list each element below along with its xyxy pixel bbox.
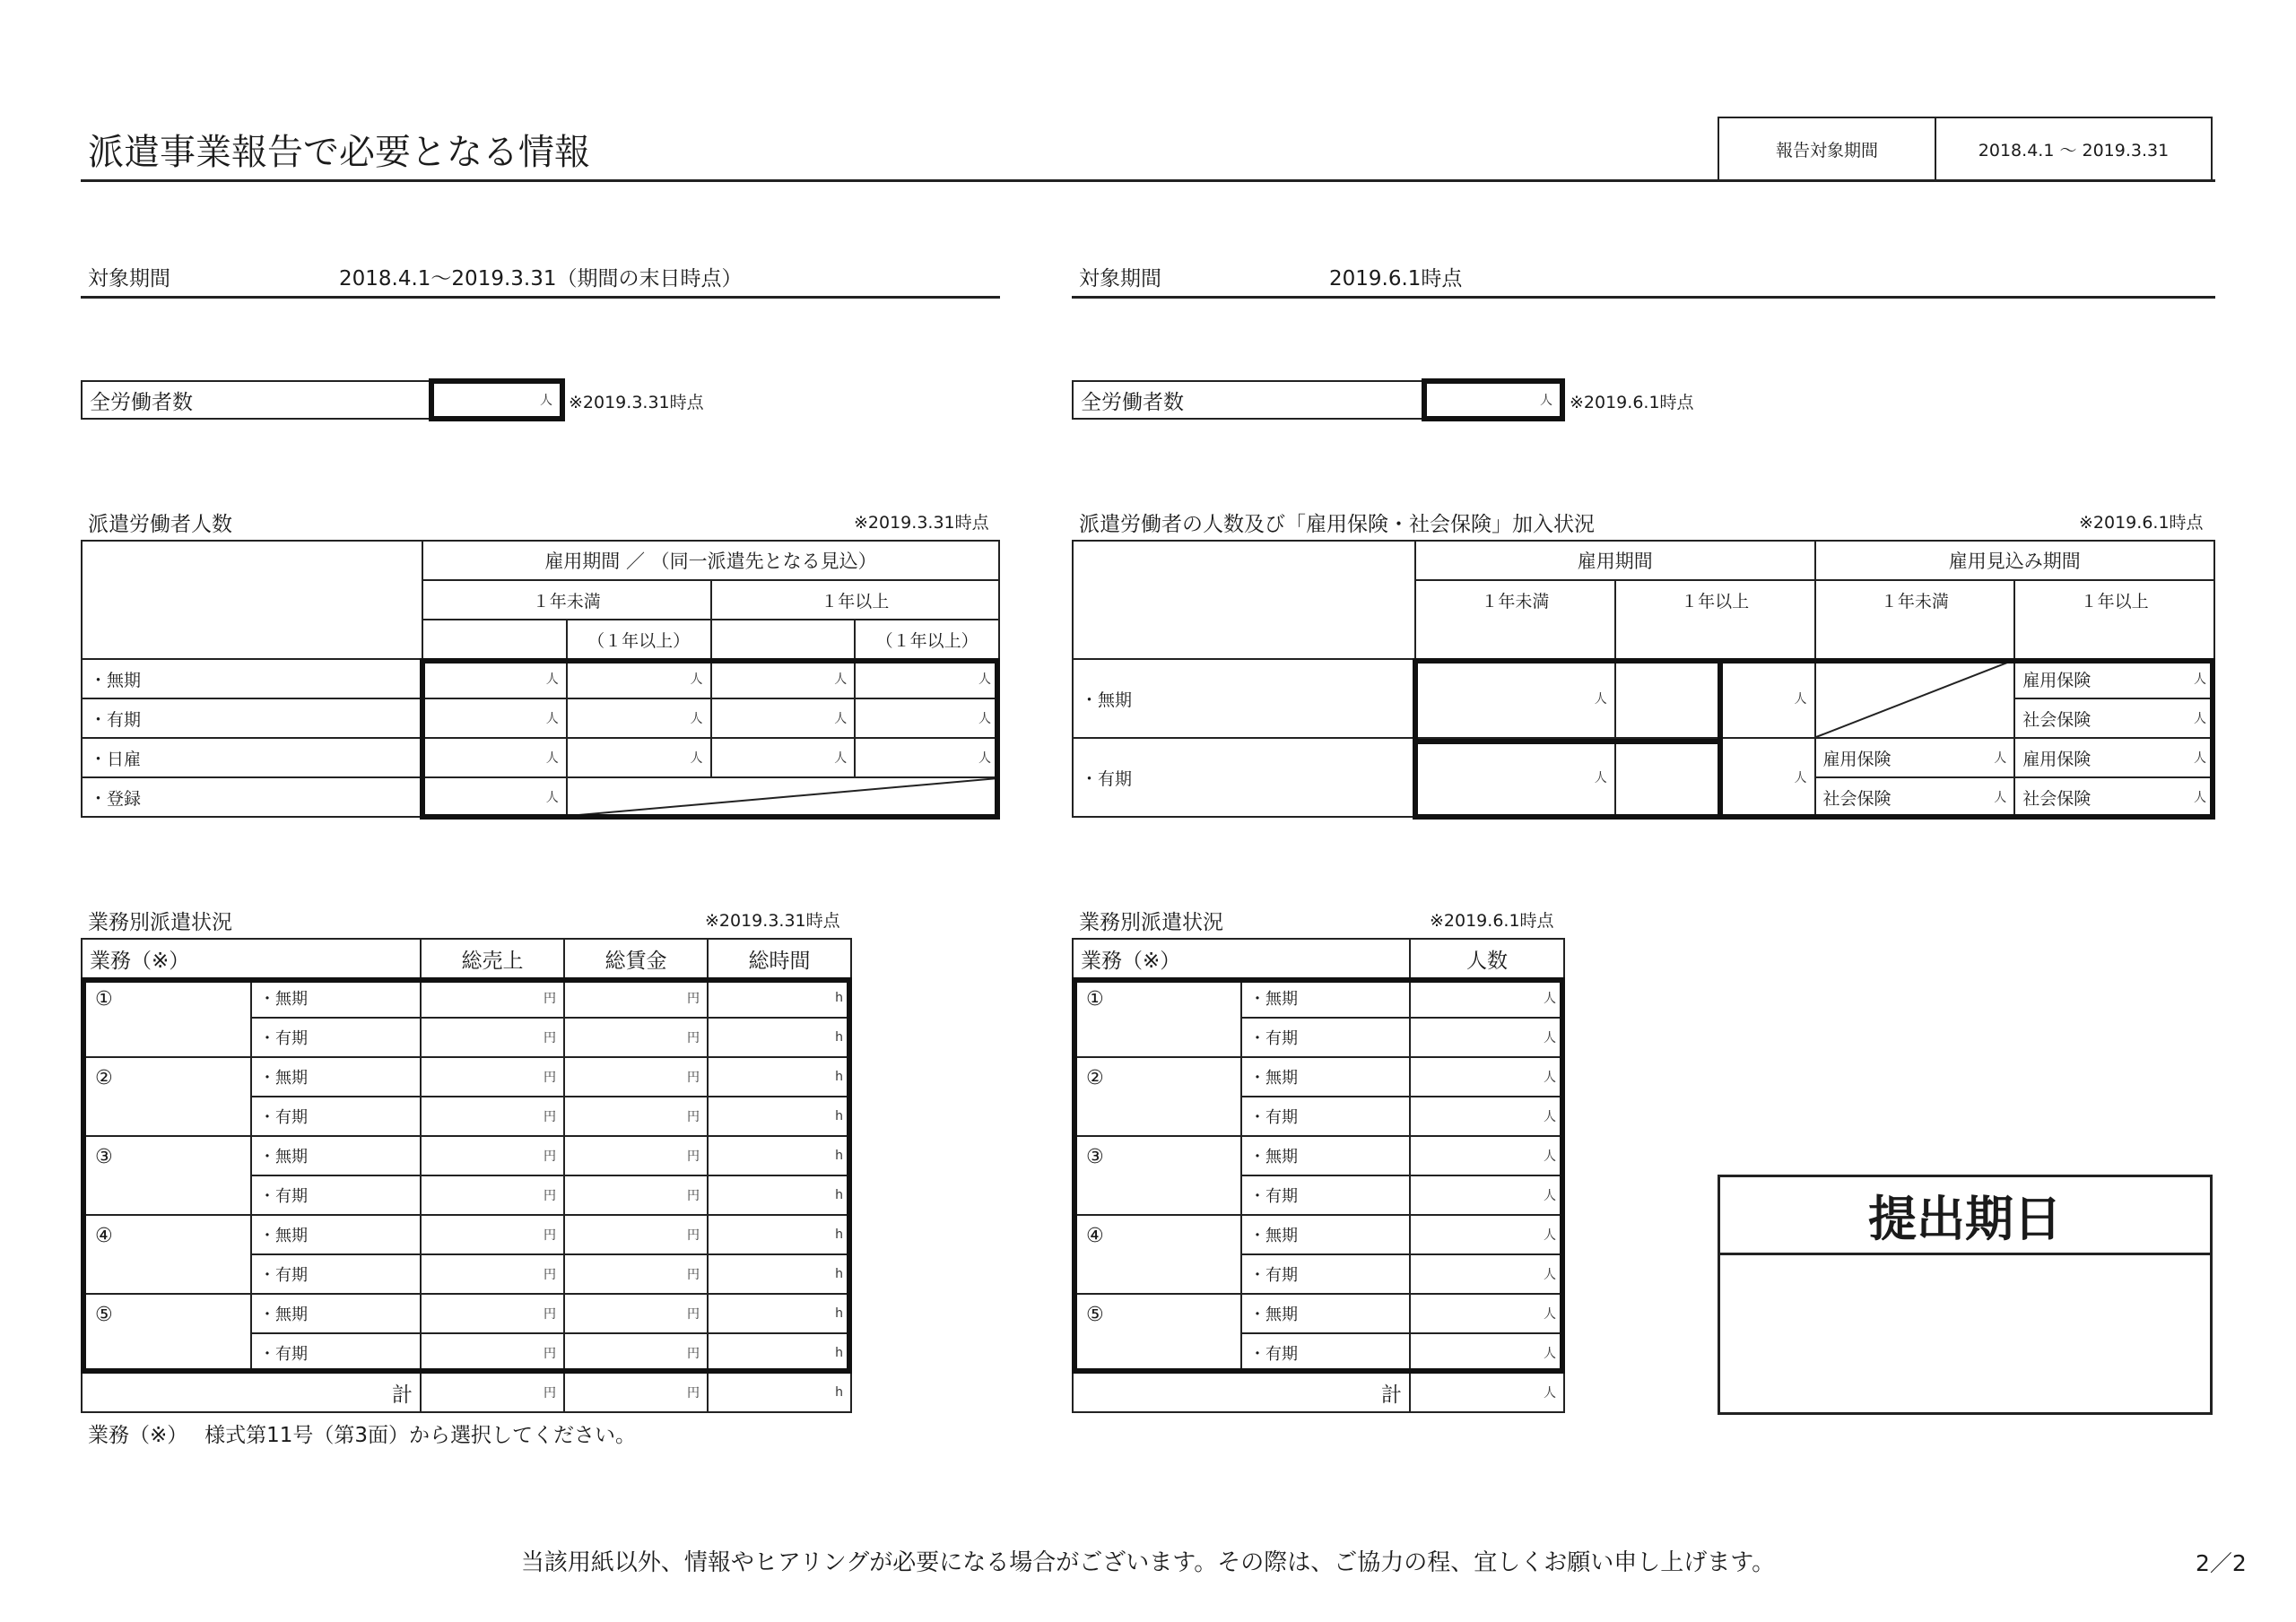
row-label-registered: ・登録	[82, 777, 422, 817]
type-label: ・有期	[1241, 1254, 1410, 1294]
cell-input[interactable]	[422, 738, 567, 777]
sales-input[interactable]	[421, 1254, 564, 1294]
sales-input[interactable]	[421, 1018, 564, 1057]
emp-ins-label: 雇用保険	[2022, 749, 2092, 769]
cell-input[interactable]	[1615, 659, 1815, 738]
unit-label: 人	[545, 791, 559, 805]
business-item-1[interactable]	[1073, 978, 1241, 1057]
unit-label: 円	[544, 1031, 556, 1045]
cell-input[interactable]	[422, 659, 567, 698]
right-business-table	[1072, 938, 1565, 1413]
cell-input[interactable]	[855, 738, 999, 777]
row-label-indef: ・無期	[82, 659, 422, 698]
row-label-daily: ・日雇	[82, 738, 422, 777]
col-people: 人数	[1410, 939, 1564, 978]
right-all-workers-label: 全労働者数	[1073, 381, 1424, 419]
sales-input[interactable]	[421, 1057, 564, 1097]
hours-input[interactable]	[708, 1175, 851, 1215]
people-input[interactable]	[1410, 1254, 1564, 1294]
row-label-fixed: ・有期	[1073, 738, 1415, 817]
unit-label: 人	[1794, 692, 1807, 707]
type-label: ・無期	[1241, 978, 1410, 1018]
unit-label: 円	[687, 1189, 700, 1203]
total-wage[interactable]	[564, 1373, 708, 1412]
left-all-workers-input[interactable]	[431, 381, 562, 419]
col-over1: １年以上	[1615, 580, 1815, 659]
unit-label: 円	[687, 1307, 700, 1322]
type-label: ・無期	[251, 1215, 421, 1254]
unit-label: 人	[545, 712, 559, 726]
type-label: ・無期	[1241, 1215, 1410, 1254]
right-dispatch-title: 派遣労働者の人数及び「雇用保険・社会保険」加入状況	[1079, 513, 1595, 536]
right-business-title: 業務別派遣状況	[1079, 911, 1223, 934]
type-label: ・有期	[251, 1097, 421, 1136]
total-hours[interactable]	[708, 1373, 851, 1412]
row-label-indef: ・無期	[1073, 659, 1415, 738]
col-over1: １年以上	[711, 580, 1000, 620]
hours-input[interactable]	[708, 1215, 851, 1254]
emp-ins-input[interactable]	[1815, 738, 2015, 777]
unit-label: 人	[1544, 1189, 1556, 1203]
unit-label: 人	[1594, 771, 1607, 785]
type-label: ・有期	[1241, 1333, 1410, 1373]
right-business-note: ※2019.6.1時点	[1430, 911, 1554, 931]
people-input[interactable]	[1410, 1215, 1564, 1254]
hours-input[interactable]	[708, 978, 851, 1018]
left-dispatch-header-top: 雇用期間 ／ （同一派遣先となる見込）	[422, 541, 999, 580]
item-number: ④	[95, 1225, 113, 1247]
business-item-3[interactable]	[1073, 1136, 1241, 1215]
unit-label: h	[835, 1188, 843, 1202]
hours-input[interactable]	[708, 1097, 851, 1136]
unit-label: 人	[540, 394, 552, 408]
submission-title: 提出期日	[1720, 1177, 2210, 1255]
unit-label: 人	[1544, 1149, 1556, 1164]
cell-input[interactable]	[711, 738, 856, 777]
unit-label: 円	[544, 1386, 556, 1401]
people-input[interactable]	[1410, 1097, 1564, 1136]
diagonal-cell	[567, 777, 999, 817]
unit-label: 人	[1994, 791, 2007, 805]
cell-input[interactable]	[1415, 738, 1615, 817]
type-label: ・無期	[1241, 1136, 1410, 1175]
report-period-label: 報告対象期間	[1718, 117, 1935, 180]
right-all-workers-input[interactable]	[1424, 381, 1562, 419]
col-business: 業務（※）	[1073, 939, 1410, 978]
wage-input[interactable]	[564, 1294, 708, 1333]
total-sales[interactable]	[421, 1373, 564, 1412]
unit-label: 円	[544, 992, 556, 1006]
left-all-workers	[81, 378, 565, 421]
unit-label: h	[835, 1030, 843, 1045]
wage-input[interactable]	[564, 1215, 708, 1254]
hours-input[interactable]	[708, 1018, 851, 1057]
col-business: 業務（※）	[82, 939, 421, 978]
hours-input[interactable]	[708, 1057, 851, 1097]
wage-input[interactable]	[564, 978, 708, 1018]
left-target-value: 2018.4.1〜2019.3.31（期間の末日時点）	[339, 267, 743, 291]
sales-input[interactable]	[421, 1333, 564, 1373]
unit-label: 人	[2194, 712, 2206, 726]
unit-label: 人	[834, 672, 848, 687]
type-label: ・有期	[251, 1018, 421, 1057]
diagonal-line	[568, 778, 998, 816]
people-input[interactable]	[1410, 1175, 1564, 1215]
soc-ins-label: 社会保険	[2022, 709, 2092, 730]
unit-label: 人	[1594, 692, 1607, 707]
right-dispatch-table	[1072, 540, 2215, 820]
unit-label: 人	[690, 712, 703, 726]
item-number: ⑤	[95, 1304, 113, 1326]
soc-ins-label: 社会保険	[1822, 788, 1892, 809]
people-input[interactable]	[1410, 1333, 1564, 1373]
cell-input[interactable]	[855, 659, 999, 698]
item-number: ②	[1086, 1067, 1104, 1089]
unit-label: 人	[978, 751, 991, 766]
type-label: ・無期	[251, 1057, 421, 1097]
unit-label: 円	[687, 1268, 700, 1282]
right-target-value: 2019.6.1時点	[1329, 267, 1463, 291]
type-label: ・有期	[1241, 1097, 1410, 1136]
left-dispatch-note: ※2019.3.31時点	[854, 513, 989, 533]
page-title: 派遣事業報告で必要となる情報	[88, 132, 590, 173]
left-all-workers-note: ※2019.3.31時点	[569, 393, 704, 412]
soc-ins-input[interactable]	[2014, 777, 2214, 817]
hours-input[interactable]	[708, 1136, 851, 1175]
unit-label: 円	[687, 1149, 700, 1164]
sales-input[interactable]	[421, 1097, 564, 1136]
unit-label: 円	[687, 1347, 700, 1361]
cell-input[interactable]	[711, 698, 856, 738]
diagonal-line	[1816, 660, 2014, 737]
sales-input[interactable]	[421, 1294, 564, 1333]
unit-label: 円	[544, 1347, 556, 1361]
left-business-note: ※2019.3.31時点	[705, 911, 840, 931]
left-target-label: 対象期間	[88, 267, 170, 291]
business-item-3[interactable]	[82, 1136, 251, 1215]
business-item-5[interactable]	[82, 1294, 251, 1373]
left-dispatch-table	[81, 540, 1000, 820]
emp-ins-label: 雇用保険	[2022, 670, 2092, 690]
unit-label: 人	[1544, 1347, 1556, 1361]
col-expected-over1: １年以上	[2014, 580, 2214, 659]
unit-label: 人	[978, 712, 991, 726]
total-label: 計	[1073, 1373, 1410, 1412]
right-target-label: 対象期間	[1079, 267, 1161, 291]
unit-label: 人	[1544, 1110, 1556, 1124]
cell-input[interactable]	[422, 698, 567, 738]
report-period-value: 2018.4.1 〜 2019.3.31	[1935, 117, 2212, 180]
business-item-2[interactable]	[82, 1057, 251, 1136]
unit-label: 人	[545, 672, 559, 687]
type-label: ・無期	[251, 1294, 421, 1333]
cell-input[interactable]	[567, 659, 711, 698]
right-target-rule	[1072, 296, 2215, 299]
emp-ins-input[interactable]	[2014, 659, 2214, 698]
cell-input[interactable]	[422, 777, 567, 817]
sales-input[interactable]	[421, 1215, 564, 1254]
unit-label: h	[835, 1267, 843, 1281]
type-label: ・無期	[1241, 1057, 1410, 1097]
right-all-workers-note: ※2019.6.1時点	[1570, 393, 1694, 412]
wage-input[interactable]	[564, 1136, 708, 1175]
hours-input[interactable]	[708, 1333, 851, 1373]
wage-input[interactable]	[564, 1175, 708, 1215]
unit-label: 人	[1994, 751, 2007, 766]
unit-label: 人	[1544, 1228, 1556, 1243]
unit-label: h	[835, 1109, 843, 1123]
unit-label: h	[835, 1346, 843, 1360]
unit-label: 人	[978, 672, 991, 687]
unit-label: 人	[1544, 1031, 1556, 1045]
wage-input[interactable]	[564, 1018, 708, 1057]
type-label: ・無期	[1241, 1294, 1410, 1333]
total-label: 計	[82, 1373, 421, 1412]
unit-label: h	[835, 1306, 843, 1321]
cell-input[interactable]	[711, 659, 856, 698]
business-item-4[interactable]	[1073, 1215, 1241, 1294]
people-input[interactable]	[1410, 1294, 1564, 1333]
type-label: ・無期	[251, 1136, 421, 1175]
item-number: ①	[95, 988, 113, 1010]
right-all-workers	[1072, 378, 1565, 421]
col-hours: 総時間	[708, 939, 851, 978]
footer-text: 当該用紙以外、情報やヒアリングが必要になる場合がございます。その際は、ご協力の程、宜しくお願い申し上げます。	[520, 1549, 1776, 1576]
left-target-rule	[81, 296, 1000, 299]
item-number: ③	[1086, 1146, 1104, 1168]
cell-input[interactable]	[1415, 659, 1615, 738]
col-employment: 雇用期間	[1415, 541, 1815, 580]
unit-label: 人	[1544, 1071, 1556, 1085]
col-under1-sub: （１年以上）	[567, 620, 711, 659]
type-label: ・無期	[251, 978, 421, 1018]
row-label-fixed: ・有期	[82, 698, 422, 738]
item-number: ④	[1086, 1225, 1104, 1247]
business-item-1[interactable]	[82, 978, 251, 1057]
wage-input[interactable]	[564, 1057, 708, 1097]
type-label: ・有期	[251, 1333, 421, 1373]
unit-label: 円	[544, 1307, 556, 1322]
item-number: ②	[95, 1067, 113, 1089]
cell-input[interactable]	[1615, 738, 1815, 817]
business-item-4[interactable]	[82, 1215, 251, 1294]
unit-label: 円	[687, 1071, 700, 1085]
col-sales: 総売上	[421, 939, 564, 978]
people-input[interactable]	[1410, 1136, 1564, 1175]
unit-label: 人	[834, 751, 848, 766]
blank-sub	[711, 620, 856, 659]
type-label: ・有期	[251, 1175, 421, 1215]
unit-label: 人	[690, 672, 703, 687]
unit-label: 円	[544, 1189, 556, 1203]
unit-label: 円	[544, 1071, 556, 1085]
hours-input[interactable]	[708, 1294, 851, 1333]
page-number: 2／2	[2196, 1550, 2247, 1576]
unit-label: 円	[687, 992, 700, 1006]
report-period-box	[1718, 117, 2213, 181]
unit-label: 円	[544, 1228, 556, 1243]
right-dispatch-note: ※2019.6.1時点	[2079, 513, 2204, 533]
cell-input[interactable]	[567, 738, 711, 777]
col-under1: １年未満	[1415, 580, 1615, 659]
unit-label: 人	[1544, 1307, 1556, 1322]
cell-input[interactable]	[567, 698, 711, 738]
left-dispatch-title: 派遣労働者人数	[88, 513, 232, 536]
unit-label: 円	[687, 1228, 700, 1243]
unit-label: 人	[2194, 751, 2206, 766]
people-input[interactable]	[1410, 1018, 1564, 1057]
unit-label: 人	[2194, 791, 2206, 805]
people-input[interactable]	[1410, 1057, 1564, 1097]
sales-input[interactable]	[421, 978, 564, 1018]
unit-label: 円	[687, 1110, 700, 1124]
unit-label: 円	[544, 1149, 556, 1164]
col-wage: 総賃金	[564, 939, 708, 978]
soc-ins-label: 社会保険	[2022, 788, 2092, 809]
corner-cell	[82, 541, 422, 659]
soc-ins-input[interactable]	[1815, 777, 2015, 817]
unit-label: 人	[545, 751, 559, 766]
unit-label: 人	[1544, 1268, 1556, 1282]
unit-label: 人	[1544, 1386, 1556, 1401]
sales-input[interactable]	[421, 1175, 564, 1215]
col-expected: 雇用見込み期間	[1815, 541, 2215, 580]
item-number: ⑤	[1086, 1304, 1104, 1326]
unit-label: 円	[544, 1110, 556, 1124]
emp-ins-input[interactable]	[2014, 738, 2214, 777]
wage-input[interactable]	[564, 1254, 708, 1294]
item-number: ①	[1086, 988, 1104, 1010]
type-label: ・有期	[1241, 1018, 1410, 1057]
col-under1: １年未満	[422, 580, 711, 620]
people-input[interactable]	[1410, 978, 1564, 1018]
unit-label: 人	[2194, 672, 2206, 687]
wage-input[interactable]	[564, 1333, 708, 1373]
type-label: ・有期	[251, 1254, 421, 1294]
col-expected-under1: １年未満	[1815, 580, 2015, 659]
unit-label: 人	[834, 712, 848, 726]
unit-label: 円	[687, 1386, 700, 1401]
col-over1-sub: （１年以上）	[855, 620, 999, 659]
left-all-workers-label: 全労働者数	[82, 381, 431, 419]
wage-input[interactable]	[564, 1097, 708, 1136]
sales-input[interactable]	[421, 1136, 564, 1175]
unit-label: 人	[690, 751, 703, 766]
submission-box[interactable]	[1718, 1175, 2213, 1415]
left-business-footnote: 業務（※） 様式第11号（第3面）から選択してください。	[88, 1424, 636, 1447]
left-business-table	[81, 938, 852, 1413]
unit-label: 人	[1544, 992, 1556, 1006]
unit-label: 人	[1540, 394, 1552, 408]
unit-label: h	[835, 1385, 843, 1400]
soc-ins-input[interactable]	[2014, 698, 2214, 738]
hours-input[interactable]	[708, 1254, 851, 1294]
business-item-5[interactable]	[1073, 1294, 1241, 1373]
unit-label: h	[835, 1227, 843, 1242]
diagonal-cell	[1815, 659, 2015, 738]
unit-label: h	[835, 1149, 843, 1163]
left-business-title: 業務別派遣状況	[88, 911, 232, 934]
blank-sub	[422, 620, 567, 659]
emp-ins-label: 雇用保険	[1822, 749, 1892, 769]
item-number: ③	[95, 1146, 113, 1168]
type-label: ・有期	[1241, 1175, 1410, 1215]
cell-input[interactable]	[855, 698, 999, 738]
total-people[interactable]	[1410, 1373, 1564, 1412]
unit-label: 人	[1794, 771, 1807, 785]
unit-label: 円	[544, 1268, 556, 1282]
corner-cell	[1073, 541, 1415, 659]
unit-label: h	[835, 991, 843, 1005]
business-item-2[interactable]	[1073, 1057, 1241, 1136]
unit-label: 円	[687, 1031, 700, 1045]
unit-label: h	[835, 1070, 843, 1084]
